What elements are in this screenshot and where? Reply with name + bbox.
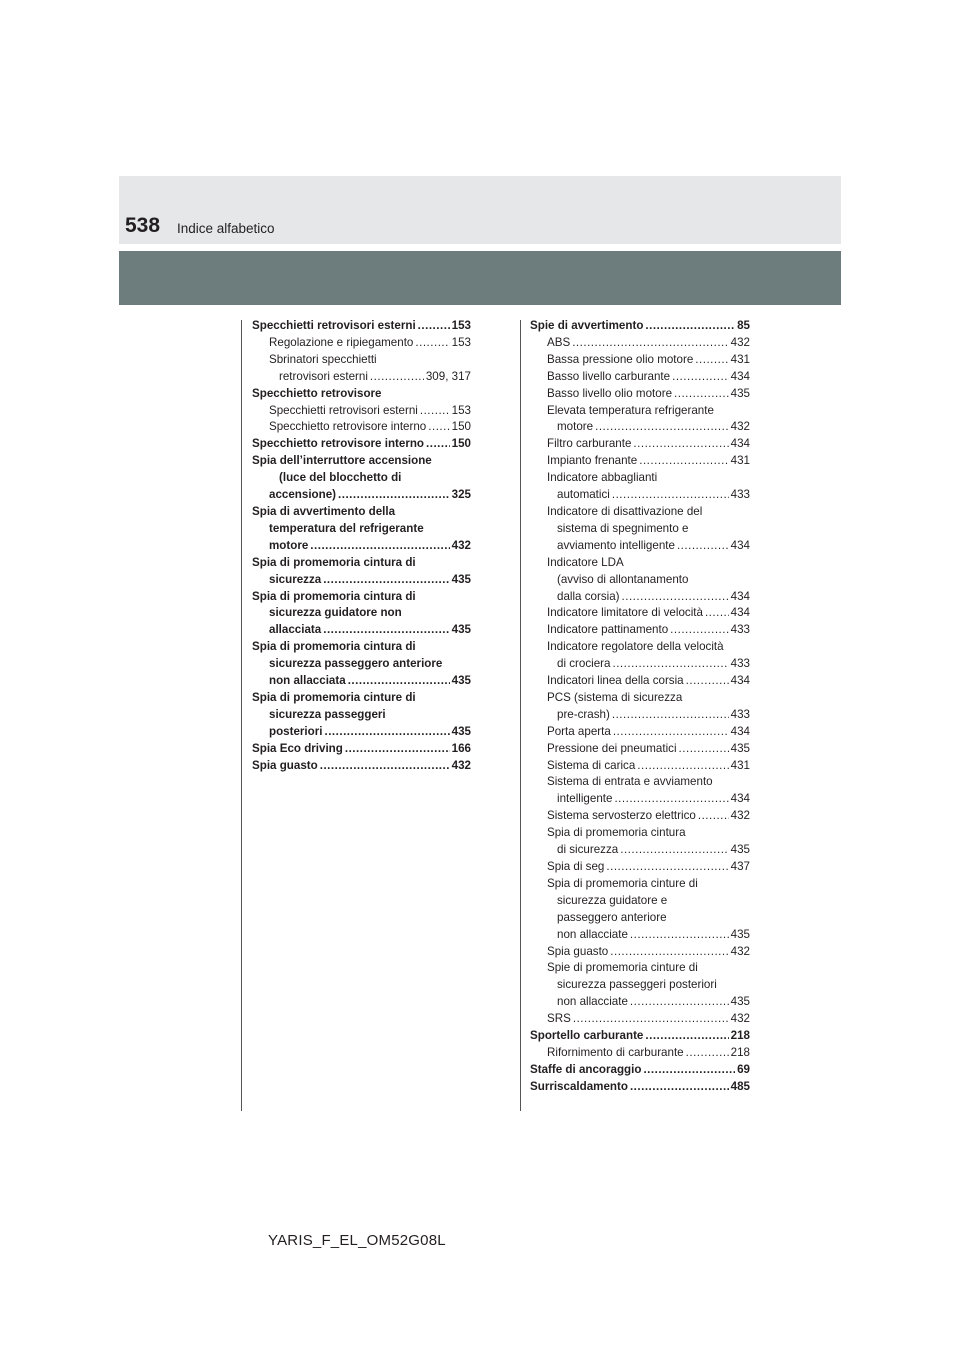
index-entry-label: Indicatori linea della corsia [547,674,684,688]
index-entry [252,403,471,420]
index-entry [530,724,750,741]
index-entry-line: (avviso di allontanamento [557,572,689,586]
dot-leader [595,419,729,436]
index-entry-line: Spia di avvertimento della [252,504,396,518]
index-entry-label: Specchietti retrovisori esterni [269,403,418,417]
index-entry [530,589,750,606]
index-entry [530,369,750,386]
index-entry [530,741,750,758]
index-entry-label: Basso livello carburante [547,369,671,383]
index-entry-label: Specchietto retrovisore interno [269,420,427,434]
dot-leader [614,791,728,808]
dot-leader [643,1062,735,1079]
index-entry-page: 434 [730,589,750,603]
index-entry-label: Spia guasto [252,758,318,772]
dot-leader [679,741,729,758]
index-entry-label: Spia di seg [547,860,605,873]
index-entry-line: sistema di spegnimento e [557,521,689,535]
index-entry-label: Regolazione e ripiegamento [269,335,414,349]
dot-leader [606,859,728,876]
index-entry-line: sicurezza passeggeri posteriori [557,978,717,992]
index-entry-label: ABS [547,335,571,349]
index-entry [530,622,750,639]
dot-leader [612,487,729,504]
dot-leader [426,436,450,453]
dot-leader [345,741,450,758]
dot-leader [637,758,728,775]
index-entry-page: 153 [451,403,471,417]
index-entry-page: 432 [451,758,471,772]
index-entry [530,808,750,825]
index-entry-page: 218 [730,1045,750,1059]
index-entry-line: Sistema di entrata e avviamento [547,775,713,789]
index-entry-label: Bassa pressione olio motore [547,352,694,366]
dot-leader [612,656,728,673]
index-entry-label: Pressione dei pneumatici [547,741,677,755]
dot-leader [645,318,735,335]
dot-leader [622,589,729,606]
index-entry-line: Spia di promemoria cinture di [547,876,698,890]
index-entry-label: Staffe di ancoraggio [530,1062,642,1076]
dot-leader [324,724,449,741]
dot-leader [639,453,728,470]
index-entry [530,487,750,504]
index-entry [530,1011,750,1028]
index-entry-label: Sistema di carica [547,758,636,772]
index-entry-page: 218 [730,1029,750,1043]
dot-leader [572,335,728,352]
index-entry-label: Rifornimento di carburante [547,1045,684,1059]
index-entry [252,538,471,555]
index-entry [252,758,471,775]
index-entry-page: 435 [730,386,750,400]
dot-leader [686,1045,729,1062]
index-entry-page: 69 [737,1062,750,1076]
dot-leader [610,944,728,961]
index-entry-line: Indicatore di disattivazione del [547,504,703,518]
index-entry-page: 150 [451,437,471,451]
dot-leader [686,673,729,690]
index-entry-page: 433 [730,488,750,502]
index-entry-page: 434 [730,538,750,552]
index-entry [252,741,471,758]
index-entry [530,1028,750,1045]
index-entry-page: 431 [730,454,750,468]
index-entry-page: 434 [730,369,750,383]
index-entry-label: posteriori [269,724,323,738]
index-entry [530,656,750,673]
index-entry-label: Spie di avvertimento [530,319,644,332]
index-entry-label: Porta aperta [547,724,611,738]
index-entry-line: sicurezza guidatore e [557,893,668,907]
index-entry [530,1079,750,1096]
page-number: 538 [125,214,161,237]
index-entry-label: allacciata [269,623,322,637]
index-entry-label: non allacciate [557,927,628,941]
index-entry-line: Spie di promemoria cinture di [547,961,698,975]
index-entry-page: 435 [730,995,750,1009]
dot-leader [620,842,728,859]
index-entry-line: Specchietto retrovisore [252,386,382,400]
dot-leader [428,419,449,436]
dot-leader [418,318,450,335]
column-divider-right [520,320,521,1111]
index-entry-label: automatici [557,488,610,502]
index-entry-page: 432 [730,809,750,823]
index-entry-line: Spia di promemoria cintura di [252,640,416,654]
dot-leader [612,707,729,724]
index-entry-page: 150 [451,420,471,434]
dot-leader [338,487,450,504]
section-title: Indice alfabetico [177,221,275,236]
index-entry-line: sicurezza passeggero anteriore [269,657,443,671]
index-entry-label: di sicurezza [557,843,619,857]
index-entry-line: Spia di promemoria cinture di [252,690,416,704]
index-entry-label: Sportello carburante [530,1029,644,1043]
index-entry-line: Elevata temperatura refrigerante [547,403,714,417]
dot-leader [323,622,449,639]
index-entry [530,994,750,1011]
index-entry-page: 435 [730,927,750,941]
index-entry-label: Impianto frenante [547,454,638,468]
index-entry-line: Indicatore LDA [547,555,624,569]
dot-leader [672,369,729,386]
index-entry-page: 153 [451,319,471,332]
index-entry-line: Spia di promemoria cintura di [252,589,416,603]
index-entry [530,335,750,352]
index-entry [530,318,750,335]
index-entry-page: 434 [730,606,750,620]
index-entry [252,724,471,741]
index-entry [530,386,750,403]
index-entry-page: 432 [730,335,750,349]
index-entry [530,927,750,944]
index-entry-line: PCS (sistema di sicurezza [547,690,683,704]
index-entry-line: (luce del blocchetto di [279,471,402,485]
dot-leader [705,605,729,622]
index-entry-page: 437 [730,860,750,873]
index-entry-label: pre-crash) [557,707,610,721]
dot-leader [420,403,450,420]
index-entry [530,673,750,690]
index-column-left [252,318,471,774]
dot-leader [698,808,729,825]
index-entry-page: 309, 317 [425,369,471,383]
index-entry [530,419,750,436]
index-entry-page: 153 [451,335,471,349]
index-entry-line: Spia dell’interruttore accensione [252,454,432,468]
index-entry-line: Indicatore abbaglianti [547,471,658,485]
index-entry [530,842,750,859]
index-entry-page: 434 [730,724,750,738]
index-entry [530,944,750,961]
index-entry-page: 431 [730,352,750,366]
index-entry-label: motore [269,538,309,552]
index-entry-page: 433 [730,657,750,671]
index-entry [530,758,750,775]
index-entry-label: Surriscaldamento [530,1079,628,1093]
dot-leader [415,335,449,352]
header-band [119,251,841,305]
dot-leader [670,622,728,639]
index-entry-page: 431 [730,758,750,772]
dot-leader [630,1079,729,1096]
index-entry [252,335,471,352]
dot-leader [613,724,729,741]
index-entry-label: dalla corsia) [557,589,620,603]
index-entry-label: Indicatore limitatore di velocità [547,606,703,620]
index-entry-page: 434 [730,792,750,806]
index-entry-page: 85 [737,319,750,332]
index-entry [530,605,750,622]
index-entry-page: 432 [451,538,471,552]
index-entry [252,487,471,504]
index-entry-page: 435 [451,572,471,586]
index-entry [530,453,750,470]
index-entry-page: 433 [730,623,750,637]
dot-leader [348,673,450,690]
index-entry-label: intelligente [557,792,613,806]
index-entry-line: Spia di promemoria cintura di [252,555,416,569]
document-code: YARIS_F_EL_OM52G08L [268,1232,446,1249]
index-entry [530,352,750,369]
index-entry-line: sicurezza passeggeri [269,707,386,721]
index-entry-label: Spia guasto [547,944,609,958]
index-entry-label: di crociera [557,657,611,671]
index-entry-label: Specchietti retrovisori esterni [252,319,416,332]
index-entry-label: Filtro carburante [547,437,632,451]
index-entry-line: temperatura del refrigerante [269,521,424,535]
dot-leader [320,758,450,775]
index-entry [530,1045,750,1062]
index-entry-page: 435 [451,623,471,637]
index-entry-page: 166 [451,741,471,755]
index-entry [530,859,750,876]
index-entry-page: 435 [451,724,471,738]
index-entry [252,622,471,639]
dot-leader [630,927,729,944]
column-divider-left [241,320,242,1111]
index-entry [252,572,471,589]
index-entry-label: Basso livello olio motore [547,386,673,400]
index-entry-page: 435 [730,741,750,755]
index-entry-page: 435 [730,843,750,857]
dot-leader [573,1011,729,1028]
index-entry-line: sicurezza guidatore non [269,606,402,620]
index-entry-label: SRS [547,1012,571,1026]
dot-leader [323,572,449,589]
index-entry-label: sicurezza [269,572,322,586]
index-entry [530,707,750,724]
index-entry [530,538,750,555]
index-entry [252,673,471,690]
dot-leader [310,538,449,555]
dot-leader [630,994,729,1011]
index-entry-label: Spia Eco driving [252,741,343,755]
index-entry [530,436,750,453]
index-entry [252,369,471,386]
index-entry-page: 432 [730,420,750,434]
dot-leader [677,538,729,555]
index-entry [252,419,471,436]
index-entry-page: 435 [451,674,471,688]
dot-leader [645,1028,728,1045]
index-entry-page: 325 [451,488,471,502]
dot-leader [633,436,728,453]
index-entry-label: motore [557,420,594,434]
index-entry-page: 432 [730,1012,750,1026]
index-entry-page: 485 [730,1079,750,1093]
index-entry-label: Specchietto retrovisore interno [252,437,425,451]
index-entry-line: Spia di promemoria cintura [547,826,686,840]
dot-leader [674,386,729,403]
index-entry-label: non allacciate [557,995,628,1009]
dot-leader [370,369,424,386]
index-entry-line: passeggero anteriore [557,910,667,924]
index-entry-label: avviamento intelligente [557,538,675,552]
index-entry-page: 432 [730,944,750,958]
index-entry-label: Sistema servosterzo elettrico [547,809,696,823]
index-entry [252,318,471,335]
index-entry-label: retrovisori esterni [279,369,368,383]
index-entry [530,791,750,808]
dot-leader [695,352,728,369]
index-entry-page: 433 [730,707,750,721]
index-entry-line: Sbrinatori specchietti [269,352,377,366]
index-entry [252,436,471,453]
index-entry-line: Indicatore regolatore della velocità [547,640,724,654]
index-column-right [530,318,750,1096]
index-entry-page: 434 [730,437,750,451]
index-entry-page: 434 [730,674,750,688]
index-entry-label: non allacciata [269,674,346,688]
index-entry-label: accensione) [269,488,337,502]
index-entry [530,1062,750,1079]
index-entry-label: Indicatore pattinamento [547,623,669,637]
